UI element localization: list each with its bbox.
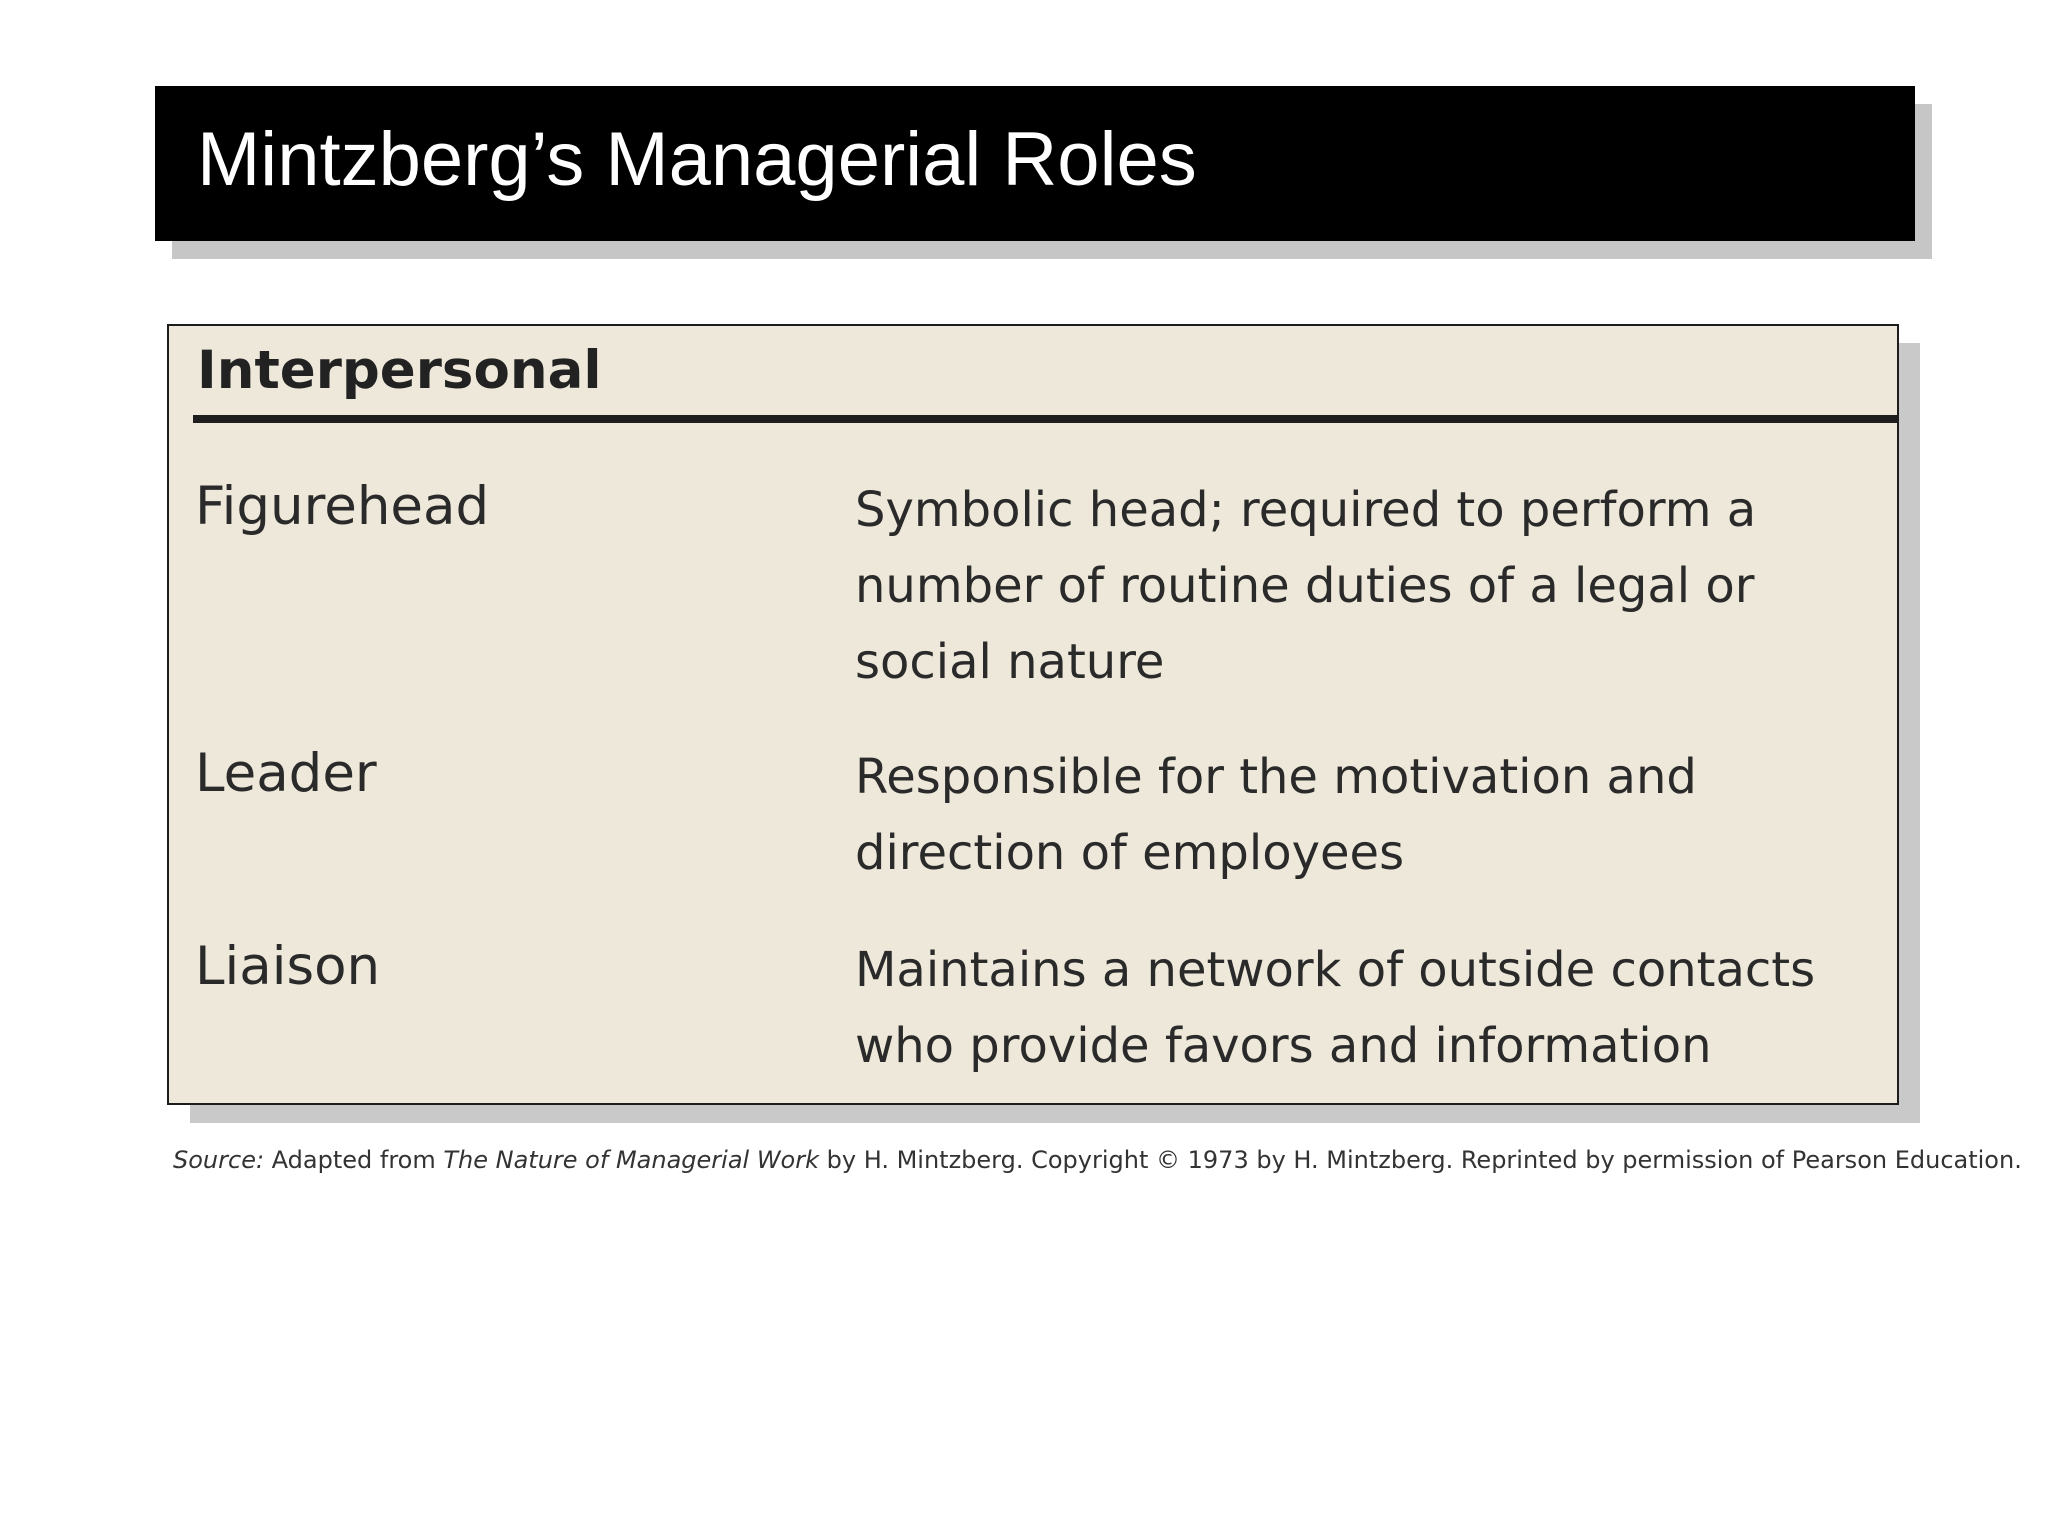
source-work-title: The Nature of Managerial Work <box>443 1146 819 1174</box>
role-name-leader: Leader <box>195 743 377 804</box>
slide-title: Mintzberg’s Managerial Roles <box>197 116 1197 202</box>
role-description-leader: Responsible for the motivation and direction of employees <box>855 749 1697 881</box>
source-label: Source: <box>173 1146 265 1174</box>
title-bar <box>155 86 1915 241</box>
role-name-figurehead: Figurehead <box>195 476 490 537</box>
category-heading: Interpersonal <box>197 340 602 401</box>
roles-table <box>167 324 1899 1105</box>
source-suffix: by H. Mintzberg. Copyright © 1973 by H. Mintzberg. Reprinted by permission of Pearson Education. <box>819 1146 2022 1174</box>
role-description-liaison: Maintains a network of outside contacts who provide favors and information <box>855 942 1816 1074</box>
source-prefix: Adapted from <box>264 1146 444 1174</box>
source-citation <box>173 1146 2022 1174</box>
role-name-liaison: Liaison <box>195 936 381 997</box>
category-divider <box>193 415 1899 423</box>
role-description-figurehead: Symbolic head; required to perform a number of routine duties of a legal or social nature <box>855 482 1757 690</box>
